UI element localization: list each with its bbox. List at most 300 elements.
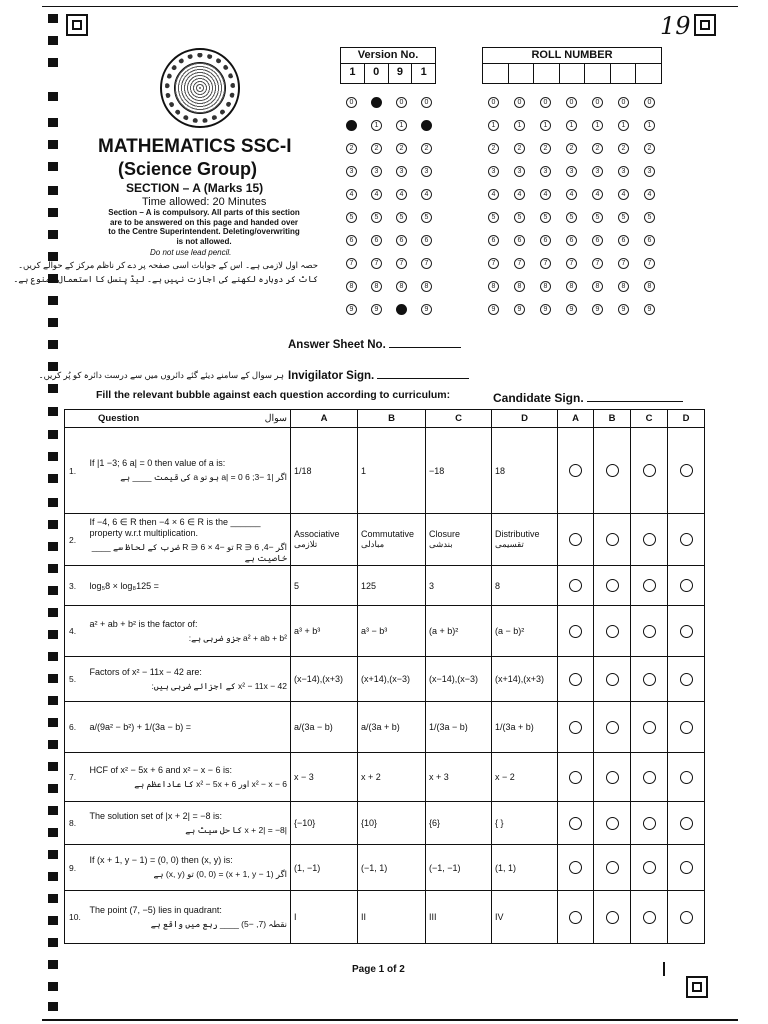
answer-bubble-cell bbox=[631, 702, 668, 753]
answer-bubble-cell bbox=[631, 566, 668, 606]
version-bubble[interactable] bbox=[371, 97, 382, 108]
roll-digit-box[interactable] bbox=[585, 64, 611, 83]
timing-mark bbox=[48, 564, 58, 573]
answer-bubble-cell bbox=[631, 845, 668, 891]
roll-bubble[interactable]: 5 bbox=[514, 212, 525, 223]
roll-bubble[interactable]: 8 bbox=[566, 281, 577, 292]
version-bubble[interactable]: 0 bbox=[396, 97, 407, 108]
roll-bubble[interactable]: 8 bbox=[540, 281, 551, 292]
version-bubble[interactable]: 9 bbox=[421, 304, 432, 315]
option-b-text: {10} bbox=[361, 818, 378, 828]
timing-mark-rail bbox=[0, 0, 68, 1024]
timing-mark bbox=[48, 982, 58, 991]
invigilator-sign-input[interactable] bbox=[377, 368, 469, 379]
roll-bubble[interactable]: 7 bbox=[514, 258, 525, 269]
option-b-cell bbox=[358, 514, 426, 566]
roll-bubble[interactable]: 7 bbox=[488, 258, 499, 269]
option-d-text: x − 2 bbox=[495, 772, 515, 782]
answer-bubble-b[interactable] bbox=[606, 673, 619, 686]
answer-bubble-a[interactable] bbox=[569, 464, 582, 477]
question-text-cell bbox=[87, 845, 291, 891]
version-bubble[interactable]: 7 bbox=[396, 258, 407, 269]
version-digit: 9 bbox=[389, 64, 413, 83]
roll-bubble[interactable]: 3 bbox=[618, 166, 629, 177]
page-indicator: Page 1 of 2 bbox=[352, 964, 405, 975]
option-c-cell bbox=[426, 891, 492, 944]
option-b-cell bbox=[358, 891, 426, 944]
answer-bubble-c[interactable] bbox=[643, 533, 656, 546]
answer-sheet-input[interactable] bbox=[389, 337, 461, 348]
option-b-cell bbox=[358, 606, 426, 657]
answer-bubble-cell bbox=[594, 845, 631, 891]
roll-bubble[interactable]: 0 bbox=[566, 97, 577, 108]
roll-bubble[interactable]: 9 bbox=[644, 304, 655, 315]
question-number: 2. bbox=[65, 514, 87, 566]
urdu-instructions-2: کاٹ کر دوبارہ لکھنے کی اجازت نہیں ہے۔ لیڈ پنسل کا استعمال ممنوع ہے۔ bbox=[13, 274, 318, 284]
tick-mark bbox=[663, 962, 665, 976]
roll-number-box bbox=[482, 47, 662, 84]
option-b-text: 125 bbox=[361, 580, 377, 591]
version-bubble[interactable] bbox=[421, 120, 432, 131]
answer-bubble-b[interactable] bbox=[606, 625, 619, 638]
version-bubble[interactable]: 3 bbox=[421, 166, 432, 177]
table-header-row bbox=[65, 410, 705, 428]
version-bubble[interactable]: 8 bbox=[396, 281, 407, 292]
answer-bubble-cell bbox=[668, 657, 705, 702]
answer-bubble-cell bbox=[668, 891, 705, 944]
roll-digit-box[interactable] bbox=[509, 64, 535, 83]
timing-mark bbox=[48, 230, 58, 239]
roll-bubble[interactable]: 5 bbox=[488, 212, 499, 223]
roll-bubble[interactable]: 1 bbox=[540, 120, 551, 131]
timing-mark bbox=[48, 140, 58, 149]
timing-mark bbox=[48, 652, 58, 661]
answer-bubble-cell bbox=[594, 566, 631, 606]
roll-bubble[interactable]: 6 bbox=[644, 235, 655, 246]
roll-bubble[interactable]: 4 bbox=[488, 189, 499, 200]
version-bubble[interactable] bbox=[346, 120, 357, 131]
version-bubble[interactable]: 5 bbox=[371, 212, 382, 223]
roll-bubble[interactable]: 2 bbox=[618, 143, 629, 154]
answer-bubble-a[interactable] bbox=[569, 579, 582, 592]
answer-bubble-a[interactable] bbox=[569, 533, 582, 546]
option-c-text: 1/(3a − b) bbox=[429, 722, 468, 732]
roll-number-label: ROLL NUMBER bbox=[483, 48, 661, 64]
roll-bubble[interactable]: 5 bbox=[592, 212, 603, 223]
roll-bubble[interactable]: 6 bbox=[618, 235, 629, 246]
option-d-text: (1, 1) bbox=[495, 862, 517, 873]
version-digit: 1 bbox=[420, 66, 427, 78]
roll-bubble[interactable]: 5 bbox=[566, 212, 577, 223]
option-b-text: 1 bbox=[361, 465, 367, 476]
answer-bubble-c[interactable] bbox=[643, 817, 656, 830]
option-a-cell bbox=[291, 702, 358, 753]
roll-bubble[interactable]: 5 bbox=[618, 212, 629, 223]
question-row bbox=[65, 428, 705, 514]
timing-mark bbox=[48, 407, 58, 416]
version-bubble[interactable]: 5 bbox=[396, 212, 407, 223]
timing-mark bbox=[48, 542, 58, 551]
roll-bubble[interactable]: 3 bbox=[644, 166, 655, 177]
question-header bbox=[65, 410, 291, 428]
version-bubble[interactable]: 0 bbox=[346, 97, 357, 108]
roll-bubble[interactable]: 4 bbox=[540, 189, 551, 200]
option-c-cell bbox=[426, 566, 492, 606]
timing-mark bbox=[48, 384, 58, 393]
question-text: If −4, 6 ∈ R then −4 × 6 ∈ R is the ______ property w.r.t multiplication. bbox=[89, 516, 261, 538]
question-text: Factors of x² − 11x − 42 are: bbox=[89, 667, 202, 677]
question-number: 4. bbox=[65, 606, 87, 657]
timing-mark bbox=[48, 296, 58, 305]
roll-digit-box[interactable] bbox=[483, 64, 509, 83]
version-bubble[interactable]: 3 bbox=[396, 166, 407, 177]
roll-bubble[interactable]: 7 bbox=[592, 258, 603, 269]
option-b-cell bbox=[358, 702, 426, 753]
option-d-cell bbox=[492, 606, 558, 657]
version-bubble[interactable]: 8 bbox=[371, 281, 382, 292]
question-number: 1. bbox=[65, 428, 87, 514]
answer-bubble-d[interactable] bbox=[680, 579, 693, 592]
roll-bubble[interactable]: 0 bbox=[618, 97, 629, 108]
version-bubble[interactable]: 3 bbox=[371, 166, 382, 177]
answer-bubble-a[interactable] bbox=[569, 911, 582, 924]
option-a-text: Associative bbox=[294, 529, 340, 539]
candidate-field bbox=[493, 391, 683, 405]
option-d-text: IV bbox=[495, 912, 504, 922]
timing-mark bbox=[48, 740, 58, 749]
answer-bubble-cell bbox=[594, 891, 631, 944]
candidate-label: Candidate Sign. bbox=[493, 391, 584, 405]
option-d-text: 1/(3a + b) bbox=[495, 722, 534, 732]
version-bubble[interactable]: 4 bbox=[346, 189, 357, 200]
option-d-cell bbox=[492, 428, 558, 514]
roll-bubble[interactable]: 3 bbox=[488, 166, 499, 177]
version-digit: 0 bbox=[365, 64, 389, 83]
question-header-urdu: سوال bbox=[264, 413, 287, 424]
answer-bubble-d[interactable] bbox=[680, 861, 693, 874]
option-b-cell bbox=[358, 845, 426, 891]
page-subtitle: (Science Group) bbox=[118, 159, 258, 179]
roll-bubble[interactable]: 3 bbox=[592, 166, 603, 177]
option-a-cell bbox=[291, 802, 358, 845]
option-a-text: {−10} bbox=[294, 818, 316, 828]
roll-bubble[interactable]: 0 bbox=[514, 97, 525, 108]
answer-bubble-c[interactable] bbox=[643, 771, 656, 784]
answer-bubble-a[interactable] bbox=[569, 721, 582, 734]
answer-bubble-d[interactable] bbox=[680, 625, 693, 638]
answer-bubble-d[interactable] bbox=[680, 721, 693, 734]
version-bubble[interactable]: 2 bbox=[371, 143, 382, 154]
answer-bubble-a[interactable] bbox=[569, 771, 582, 784]
roll-bubble[interactable]: 3 bbox=[540, 166, 551, 177]
answer-bubble-cell bbox=[631, 606, 668, 657]
roll-bubble[interactable]: 7 bbox=[566, 258, 577, 269]
question-row bbox=[65, 566, 705, 606]
question-row bbox=[65, 891, 705, 944]
roll-bubble[interactable]: 4 bbox=[618, 189, 629, 200]
version-bubble[interactable]: 7 bbox=[371, 258, 382, 269]
roll-bubble[interactable]: 2 bbox=[488, 143, 499, 154]
roll-bubble[interactable]: 1 bbox=[618, 120, 629, 131]
lead-pencil-note: Do not use lead pencil. bbox=[150, 248, 232, 257]
question-text: If |1 −3; 6 a| = 0 then value of a is: bbox=[89, 458, 226, 468]
roll-bubble[interactable]: 9 bbox=[618, 304, 629, 315]
roll-bubble[interactable]: 1 bbox=[566, 120, 577, 131]
version-bubble[interactable]: 2 bbox=[421, 143, 432, 154]
question-row bbox=[65, 802, 705, 845]
answer-bubble-cell bbox=[668, 845, 705, 891]
answer-bubble-cell bbox=[594, 753, 631, 802]
version-bubble[interactable]: 8 bbox=[346, 281, 357, 292]
timing-mark bbox=[48, 1002, 58, 1011]
roll-bubble[interactable]: 6 bbox=[566, 235, 577, 246]
roll-bubble[interactable]: 8 bbox=[514, 281, 525, 292]
version-bubble[interactable]: 6 bbox=[396, 235, 407, 246]
answer-bubble-a[interactable] bbox=[569, 861, 582, 874]
answer-bubble-c[interactable] bbox=[643, 911, 656, 924]
answer-bubble-b[interactable] bbox=[606, 817, 619, 830]
roll-bubble[interactable]: 2 bbox=[644, 143, 655, 154]
roll-bubble[interactable]: 3 bbox=[566, 166, 577, 177]
answer-bubble-cell bbox=[631, 514, 668, 566]
roll-bubble[interactable]: 7 bbox=[540, 258, 551, 269]
answer-bubble-cell bbox=[594, 606, 631, 657]
answer-bubble-cell bbox=[594, 514, 631, 566]
answer-bubble-d[interactable] bbox=[680, 673, 693, 686]
answer-bubble-b[interactable] bbox=[606, 861, 619, 874]
roll-bubble[interactable]: 4 bbox=[566, 189, 577, 200]
timing-mark bbox=[48, 938, 58, 947]
version-bubble[interactable]: 5 bbox=[346, 212, 357, 223]
page-title: MATHEMATICS SSC-I bbox=[98, 136, 292, 157]
answer-bubble-cell bbox=[594, 702, 631, 753]
question-text-urdu: x² − 11x − 42 کے اجزائے ضربی ہیں: bbox=[151, 681, 287, 691]
roll-bubble[interactable]: 5 bbox=[540, 212, 551, 223]
board-seal-logo bbox=[160, 48, 240, 128]
option-a-text: (x−14),(x+3) bbox=[294, 674, 344, 684]
option-a-cell bbox=[291, 657, 358, 702]
timing-mark bbox=[48, 762, 58, 771]
answer-bubble-c[interactable] bbox=[643, 464, 656, 477]
answer-bubble-b[interactable] bbox=[606, 464, 619, 477]
version-bubble[interactable]: 6 bbox=[421, 235, 432, 246]
option-a-cell bbox=[291, 845, 358, 891]
corner-registration-mark bbox=[694, 14, 716, 36]
option-c-cell bbox=[426, 428, 492, 514]
question-number: 5. bbox=[65, 657, 87, 702]
question-row bbox=[65, 845, 705, 891]
answer-bubble-c[interactable] bbox=[643, 625, 656, 638]
timing-mark bbox=[48, 520, 58, 529]
option-b-text: II bbox=[361, 912, 367, 922]
option-b-text: Commutative bbox=[361, 529, 415, 539]
option-c-cell bbox=[426, 802, 492, 845]
version-bubble[interactable]: 4 bbox=[421, 189, 432, 200]
option-d-text: (a − b)² bbox=[495, 626, 525, 636]
roll-bubble[interactable]: 8 bbox=[618, 281, 629, 292]
roll-bubble[interactable]: 6 bbox=[488, 235, 499, 246]
version-bubble[interactable]: 2 bbox=[346, 143, 357, 154]
answer-bubble-d[interactable] bbox=[680, 533, 693, 546]
roll-digit-box[interactable] bbox=[636, 64, 661, 83]
option-a-cell bbox=[291, 606, 358, 657]
answer-bubble-a[interactable] bbox=[569, 817, 582, 830]
answer-bubble-cell bbox=[668, 514, 705, 566]
roll-bubble[interactable]: 0 bbox=[644, 97, 655, 108]
answer-bubble-c[interactable] bbox=[643, 861, 656, 874]
answer-bubble-b[interactable] bbox=[606, 721, 619, 734]
roll-bubble[interactable]: 8 bbox=[644, 281, 655, 292]
roll-bubble[interactable]: 7 bbox=[644, 258, 655, 269]
timing-mark bbox=[48, 430, 58, 439]
version-bubble[interactable]: 9 bbox=[371, 304, 382, 315]
bubble-col-a-header: A bbox=[558, 410, 594, 428]
option-b-text: a³ − b³ bbox=[361, 626, 388, 636]
version-bubble[interactable]: 8 bbox=[421, 281, 432, 292]
version-bubble[interactable]: 1 bbox=[396, 120, 407, 131]
answer-bubble-d[interactable] bbox=[680, 771, 693, 784]
answer-bubble-cell bbox=[631, 428, 668, 514]
question-text-urdu: نقطہ (7, −5) ____ ربع میں واقع ہے bbox=[150, 918, 287, 929]
roll-bubble[interactable]: 6 bbox=[514, 235, 525, 246]
answer-bubble-d[interactable] bbox=[680, 911, 693, 924]
answer-bubble-c[interactable] bbox=[643, 673, 656, 686]
roll-bubble[interactable]: 1 bbox=[592, 120, 603, 131]
answer-bubble-cell bbox=[558, 845, 594, 891]
version-bubble[interactable]: 6 bbox=[371, 235, 382, 246]
roll-digit-box[interactable] bbox=[534, 64, 560, 83]
roll-bubble[interactable]: 0 bbox=[592, 97, 603, 108]
roll-bubble[interactable]: 1 bbox=[644, 120, 655, 131]
roll-bubble[interactable]: 1 bbox=[514, 120, 525, 131]
version-bubble[interactable]: 5 bbox=[421, 212, 432, 223]
roll-bubble[interactable]: 4 bbox=[644, 189, 655, 200]
timing-mark bbox=[48, 58, 58, 67]
answer-bubble-b[interactable] bbox=[606, 911, 619, 924]
col-b-header: B bbox=[358, 410, 426, 428]
roll-bubble[interactable]: 5 bbox=[644, 212, 655, 223]
answer-bubble-cell bbox=[668, 753, 705, 802]
timing-mark bbox=[48, 784, 58, 793]
version-bubble[interactable]: 2 bbox=[396, 143, 407, 154]
version-bubble[interactable]: 4 bbox=[371, 189, 382, 200]
version-bubble[interactable]: 4 bbox=[396, 189, 407, 200]
roll-bubble[interactable]: 6 bbox=[540, 235, 551, 246]
answer-bubble-cell bbox=[594, 657, 631, 702]
roll-bubble[interactable]: 2 bbox=[592, 143, 603, 154]
option-c-text: x + 3 bbox=[429, 772, 449, 782]
answer-bubble-cell bbox=[631, 891, 668, 944]
question-header-label: Question bbox=[98, 413, 140, 424]
roll-bubble[interactable]: 6 bbox=[592, 235, 603, 246]
roll-bubble[interactable]: 2 bbox=[514, 143, 525, 154]
option-d-text: Distributive bbox=[495, 529, 540, 539]
answer-bubble-b[interactable] bbox=[606, 579, 619, 592]
option-d-text: (x+14),(x+3) bbox=[495, 674, 545, 684]
answer-bubble-cell bbox=[558, 702, 594, 753]
roll-bubble[interactable]: 0 bbox=[488, 97, 499, 108]
question-row bbox=[65, 657, 705, 702]
version-bubble[interactable]: 3 bbox=[346, 166, 357, 177]
version-bubble[interactable]: 7 bbox=[421, 258, 432, 269]
timing-mark bbox=[48, 14, 58, 23]
version-bubble[interactable]: 0 bbox=[421, 97, 432, 108]
question-text-cell bbox=[87, 428, 291, 514]
urdu-instructions-1: حصہ اول لازمی ہے۔ اس کے جوابات اسی صفحہ پر دے کر ناظم مرکز کے حوالے کریں۔ bbox=[18, 260, 318, 270]
timing-mark bbox=[48, 162, 58, 171]
roll-bubble[interactable]: 2 bbox=[540, 143, 551, 154]
roll-bubble[interactable]: 9 bbox=[514, 304, 525, 315]
option-d-text: { } bbox=[495, 818, 504, 828]
answer-bubble-d[interactable] bbox=[680, 817, 693, 830]
question-text-cell bbox=[87, 702, 291, 753]
option-c-urdu: بندشی bbox=[429, 539, 453, 549]
option-b-cell bbox=[358, 657, 426, 702]
question-row bbox=[65, 702, 705, 753]
answer-bubble-a[interactable] bbox=[569, 625, 582, 638]
option-b-text: a/(3a + b) bbox=[361, 722, 400, 732]
roll-bubble[interactable]: 3 bbox=[514, 166, 525, 177]
version-bubble[interactable]: 6 bbox=[346, 235, 357, 246]
roll-bubble[interactable]: 8 bbox=[592, 281, 603, 292]
option-a-urdu: تلازمی bbox=[294, 539, 318, 549]
roll-bubble[interactable]: 9 bbox=[592, 304, 603, 315]
answer-bubble-c[interactable] bbox=[643, 721, 656, 734]
timing-mark bbox=[48, 92, 58, 101]
question-row bbox=[65, 753, 705, 802]
section-heading: SECTION – A (Marks 15) bbox=[126, 181, 264, 195]
timing-mark bbox=[48, 806, 58, 815]
roll-digit-box[interactable] bbox=[611, 64, 637, 83]
candidate-sign-input[interactable] bbox=[587, 391, 683, 402]
option-b-cell bbox=[358, 753, 426, 802]
roll-bubble[interactable]: 2 bbox=[566, 143, 577, 154]
roll-bubble[interactable]: 9 bbox=[566, 304, 577, 315]
answer-bubble-a[interactable] bbox=[569, 673, 582, 686]
roll-bubble[interactable]: 0 bbox=[540, 97, 551, 108]
roll-bubble[interactable]: 9 bbox=[540, 304, 551, 315]
option-c-text: Closure bbox=[429, 529, 461, 539]
version-bubble[interactable]: 7 bbox=[346, 258, 357, 269]
answer-bubble-c[interactable] bbox=[643, 579, 656, 592]
roll-bubble[interactable]: 8 bbox=[488, 281, 499, 292]
roll-digit-box[interactable] bbox=[560, 64, 586, 83]
answer-bubble-d[interactable] bbox=[680, 464, 693, 477]
option-c-text: (a + b)² bbox=[429, 626, 459, 636]
roll-bubble[interactable]: 9 bbox=[488, 304, 499, 315]
version-bubble[interactable]: 9 bbox=[346, 304, 357, 315]
answer-bubble-b[interactable] bbox=[606, 533, 619, 546]
option-d-cell bbox=[492, 702, 558, 753]
version-bubble[interactable]: 1 bbox=[371, 120, 382, 131]
option-c-text: (x−14),(x−3) bbox=[429, 674, 479, 684]
answer-bubble-b[interactable] bbox=[606, 771, 619, 784]
question-text-urdu: اگر (x + 1, y − 1) = (0, 0) تو (x, y) ہے bbox=[153, 869, 287, 879]
option-d-urdu: تقسیمی bbox=[495, 539, 524, 549]
roll-bubble[interactable]: 1 bbox=[488, 120, 499, 131]
timing-mark bbox=[48, 696, 58, 705]
roll-bubble[interactable]: 4 bbox=[514, 189, 525, 200]
option-a-cell bbox=[291, 753, 358, 802]
question-text-cell bbox=[87, 753, 291, 802]
answer-bubble-cell bbox=[668, 606, 705, 657]
col-d-header: D bbox=[492, 410, 558, 428]
version-bubble[interactable] bbox=[396, 304, 407, 315]
timing-mark bbox=[48, 828, 58, 837]
roll-bubble[interactable]: 7 bbox=[618, 258, 629, 269]
question-number: 3. bbox=[65, 566, 87, 606]
roll-bubble[interactable]: 4 bbox=[592, 189, 603, 200]
